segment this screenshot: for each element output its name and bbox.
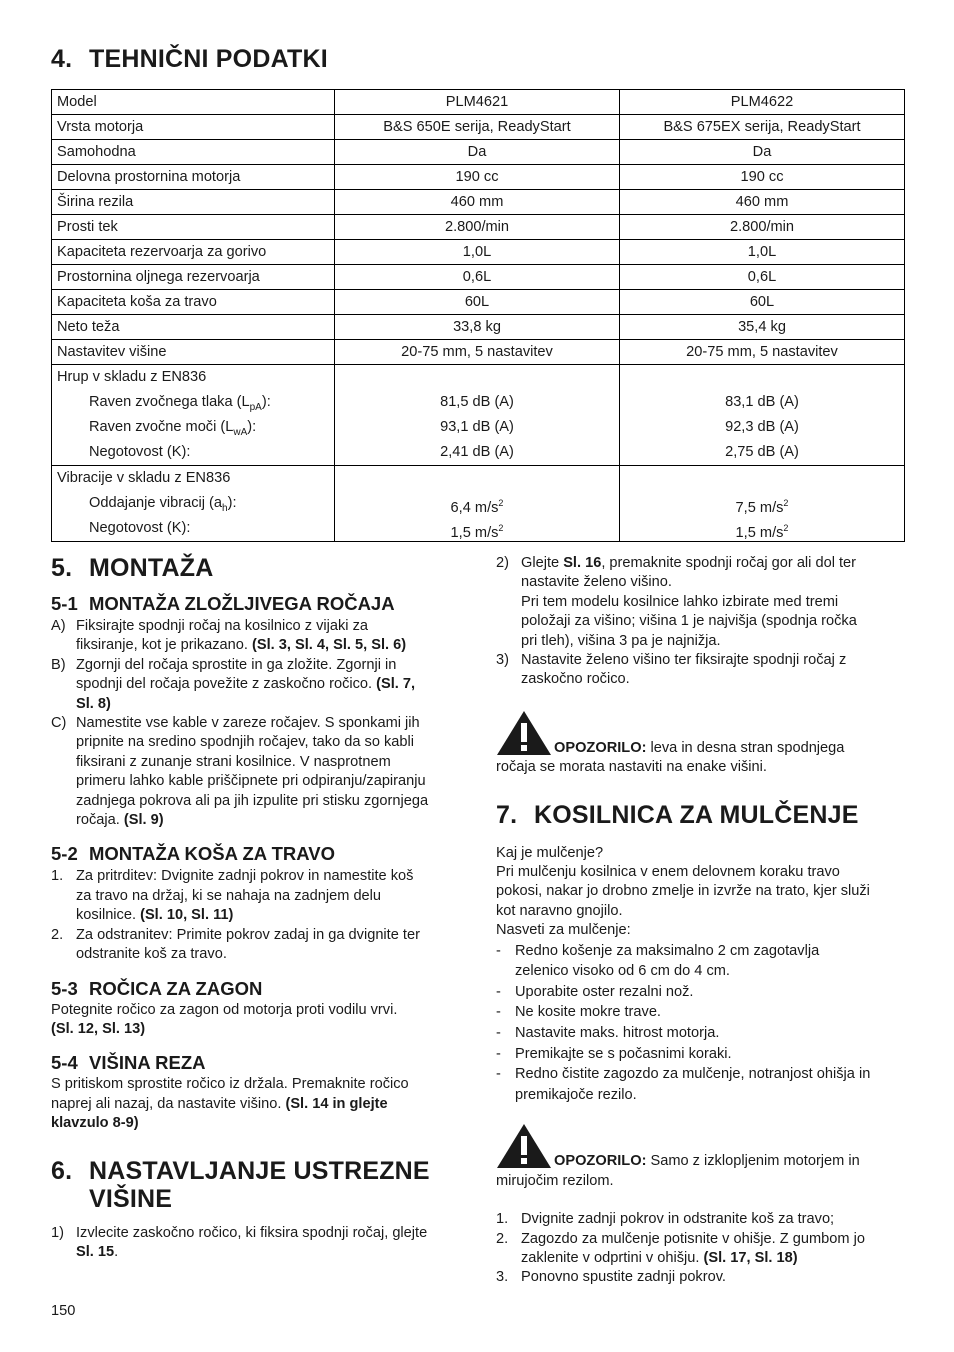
- table-cell: Prosti tek: [52, 215, 335, 240]
- section-4-heading: [51, 45, 328, 73]
- noise-labels-cell: [52, 365, 335, 466]
- table-cell: 20-75 mm, 5 nastavitev: [620, 340, 905, 365]
- list-item: 2. Za odstranitev: Primite pokrov zadaj in ga dvignite ter odstranite koš za travo.: [51, 926, 420, 963]
- table-cell: 35,4 kg: [620, 315, 905, 340]
- table-cell: 60L: [620, 290, 905, 315]
- list-item: 2. Zagozdo za mulčenje potisnite v ohišje. Z gumbom jo zaklenite v odprtini v ohišju. (Sl. 17, Sl. 18): [496, 1230, 865, 1267]
- table-row: [52, 190, 905, 215]
- list-item: B) Zgornji del ročaja sprostite in ga zložite. Zgornji in spodnji del ročaja povežite z zaskočno ročico. (Sl. 7, Sl. 8): [51, 656, 416, 712]
- grass-bag-steps: [51, 867, 461, 964]
- height-steps-part-1: [51, 1224, 461, 1263]
- list-item: - Redno košenje za maksimalno 2 cm zagotavlja zelenico visoko od 6 cm do 4 cm.: [496, 942, 820, 980]
- value: 93,1 dB (A): [440, 419, 514, 435]
- noise-uncertainty-label: Negotovost (K):: [89, 444, 191, 460]
- warning-triangle-icon: [496, 1123, 552, 1169]
- table-cell: 190 cc: [335, 165, 620, 190]
- table-cell: B&S 675EX serija, ReadyStart: [620, 115, 905, 140]
- warning-block-mulching: [496, 1123, 906, 1191]
- list-item: 3) Nastavite želeno višino ter fiksirajte spodnji ročaj z zaskočno ročico.: [496, 652, 847, 688]
- section-number: 4.: [51, 45, 73, 73]
- mulching-steps-list: [496, 1210, 906, 1288]
- table-row: [52, 240, 905, 265]
- list-item: - Nastavite maks. hitrost motorja.: [496, 1025, 720, 1042]
- value: 2,75 dB (A): [725, 444, 799, 460]
- subsection-5-3-heading: 5-3 ROČICA ZA ZAGON: [51, 977, 263, 999]
- list-item: A) Fiksirajte spodnji ročaj na kosilnico z vijaki za fiksiranje, kot je prikazano. (Sl. 3, Sl. 4, Sl. 5, Sl. 6): [51, 618, 407, 654]
- vibration-title: Vibracije v skladu z EN836: [57, 470, 231, 486]
- table-cell: 190 cc: [620, 165, 905, 190]
- warning-label: OPOZORILO:: [554, 1153, 647, 1170]
- page-number: 150: [51, 1303, 76, 1319]
- table-cell: Da: [335, 140, 620, 165]
- folding-handle-steps: [51, 617, 461, 830]
- noise-plm4621-cell: [335, 365, 620, 466]
- subsection-5-2-heading: 5-2 MONTAŽA KOŠA ZA TRAVO: [51, 843, 335, 865]
- table-cell: Nastavitev višine: [52, 340, 335, 365]
- table-cell: 20-75 mm, 5 nastavitev: [335, 340, 620, 365]
- table-row: [52, 165, 905, 190]
- vibration-labels-cell: [52, 466, 335, 542]
- warning-text: leva in desna stran spodnjega: [646, 739, 845, 756]
- table-cell: B&S 650E serija, ReadyStart: [335, 115, 620, 140]
- noise-row: [52, 365, 905, 466]
- subsection-5-1-heading: 5-1 MONTAŽA ZLOŽLJIVEGA ROČAJA: [51, 593, 395, 614]
- table-cell: 60L: [335, 290, 620, 315]
- warning-triangle-icon: [496, 710, 552, 756]
- value: 2,41 dB (A): [440, 444, 514, 460]
- section-7-heading: [496, 801, 906, 829]
- table-row: [52, 115, 905, 140]
- table-cell: 33,8 kg: [335, 315, 620, 340]
- list-item: - Redno čistite zagozdo za mulčenje, notranjost ohišja in premikajoče rezilo.: [496, 1066, 871, 1103]
- list-item: 2) Glejte Sl. 16, premaknite spodnji ročaj gor ali dol ter nastavite želeno višino. Pri tem modelu kosilnice lahko izbirate med tremi položaji za višino; višina 1 je najvišja (spodnja ročka pri tleh), višina 3 pa je najnižja.: [496, 555, 857, 649]
- vibration-row: [52, 466, 905, 542]
- section-number: 5.: [51, 554, 73, 582]
- table-cell: Širina rezila: [52, 190, 335, 215]
- table-row: [52, 340, 905, 365]
- mulching-intro: Kaj je mulčenje? Pri mulčenju kosilnica v enem delovnem koraku travo pokosi, nakar jo drobno zmelje in izvrže na trato, kjer služi kot naravno gnojilo. Nasveti za mulčenje:: [496, 844, 870, 939]
- vibration-plm4621-cell: [335, 466, 620, 542]
- list-item: C) Namestite vse kable v zareze ročajev. S sponkami jih pripnite na sredino spodnjih ročajev, tako da so kabli fiksirani z zunanje strani kosilnice. V nasprotnem primeru lahko kable priščipnete pri odpiranju/zapiranju zadnjega pokrova ali pa jih izpulite pri stisku zgornjega ročaja. (Sl. 9): [51, 715, 429, 829]
- value: 83,1 dB (A): [725, 394, 799, 410]
- table-cell: 460 mm: [620, 190, 905, 215]
- vibration-plm4622-cell: [620, 466, 905, 542]
- noise-title: Hrup v skladu z EN836: [57, 369, 207, 385]
- value: 7,5 $m/s^2$: [735, 498, 789, 516]
- warning-text-line-2: ročaja se morata nastaviti na enake višini.: [496, 759, 767, 776]
- table-cell: 2.800/min: [620, 215, 905, 240]
- mulching-tips-list: [496, 941, 906, 1106]
- warning-text: Samo z izklopljenim motorjem in: [646, 1153, 860, 1170]
- sound-power-label: Raven zvočne moči $(L_{wA})$:: [89, 419, 257, 438]
- table-cell: PLM4622: [620, 90, 905, 115]
- starter-lever-text: Potegnite ročico za zagon od motorja proti vodilu vrvi. (Sl. 12, Sl. 13): [51, 1001, 398, 1037]
- vibration-emission-label: Oddajanje vibracij $(a_h)$:: [89, 495, 237, 514]
- table-cell: 1,0L: [620, 240, 905, 265]
- section-6-heading: [51, 1157, 461, 1213]
- section-5-heading: [51, 554, 461, 582]
- warning-block-height: [496, 710, 906, 778]
- table-row: [52, 315, 905, 340]
- table-cell: 0,6L: [620, 265, 905, 290]
- table-row: [52, 140, 905, 165]
- list-item: - Uporabite oster rezalni nož.: [496, 983, 694, 1000]
- table-cell: Kapaciteta rezervoarja za gorivo: [52, 240, 335, 265]
- table-cell: 1,0L: [335, 240, 620, 265]
- table-cell: Samohodna: [52, 140, 335, 165]
- list-item: 1. Za pritrditev: Dvignite zadnji pokrov in namestite koš za travo na držaj, ki se nahaja na zadnjem delu kosilnice. (Sl. 10, Sl. 11): [51, 868, 414, 924]
- table-cell: PLM4621: [335, 90, 620, 115]
- technical-data-table: [51, 89, 905, 542]
- list-item: 1) Izvlecite zaskočno ročico, ki fiksira spodnji ročaj, glejte Sl. 15.: [51, 1224, 428, 1260]
- table-cell: 0,6L: [335, 265, 620, 290]
- warning-text-line-2: mirujočim rezilom.: [496, 1172, 614, 1189]
- table-cell: Vrsta motorja: [52, 115, 335, 140]
- table-cell: Da: [620, 140, 905, 165]
- table-row: [52, 290, 905, 315]
- table-cell: Model: [52, 90, 335, 115]
- value: 81,5 dB (A): [440, 394, 514, 410]
- section-title: NASTAVLJANJE USTREZNE: [89, 1156, 430, 1185]
- value: 92,3 dB (A): [725, 419, 799, 435]
- table-cell: Prostornina oljnega rezervoarja: [52, 265, 335, 290]
- section-title: MONTAŽA: [89, 554, 214, 582]
- height-steps-part-2: [496, 554, 906, 690]
- noise-plm4622-cell: [620, 365, 905, 466]
- right-column: [496, 554, 906, 1288]
- vibration-uncertainty-label: Negotovost (K):: [89, 520, 191, 536]
- table-cell: Delovna prostornina motorja: [52, 165, 335, 190]
- section-number: 7.: [496, 800, 518, 829]
- table-row: [52, 215, 905, 240]
- table-body: [52, 90, 905, 542]
- table-cell: Neto teža: [52, 315, 335, 340]
- list-item: 3. Ponovno spustite zadnji pokrov.: [496, 1269, 726, 1286]
- table-cell: 460 mm: [335, 190, 620, 215]
- section-title: KOSILNICA ZA MULČENJE: [534, 800, 859, 829]
- value: 6,4 $m/s^2$: [450, 498, 504, 516]
- value: 1,5 $m/s^2$: [735, 523, 789, 541]
- value: 1,5 $m/s^2$: [450, 523, 504, 541]
- cutting-height-text: S pritiskom sprostite ročico iz držala. Premaknite ročico naprej ali nazaj, da nastavite višino. (Sl. 14 in glejte klavzulo 8-9): [51, 1076, 409, 1132]
- table-cell: 2.800/min: [335, 215, 620, 240]
- list-item: - Ne kosite mokre trave.: [496, 1004, 661, 1021]
- section-title-line-2: VIŠINE: [89, 1184, 173, 1213]
- table-row: [52, 265, 905, 290]
- table-header-row: [52, 90, 905, 115]
- warning-label: OPOZORILO:: [554, 739, 647, 756]
- table-cell: Kapaciteta koša za travo: [52, 290, 335, 315]
- section-title: TEHNIČNI PODATKI: [89, 45, 328, 73]
- list-item: 1. Dvignite zadnji pokrov in odstranite koš za travo;: [496, 1211, 835, 1228]
- section-number: 6.: [51, 1156, 73, 1185]
- sound-pressure-label: Raven zvočnega tlaka $(L_{pA})$:: [89, 394, 271, 413]
- subsection-5-4-heading: 5-4 VIŠINA REZA: [51, 1052, 206, 1074]
- list-item: - Premikajte se s počasnimi koraki.: [496, 1045, 732, 1062]
- left-column: [51, 554, 461, 1262]
